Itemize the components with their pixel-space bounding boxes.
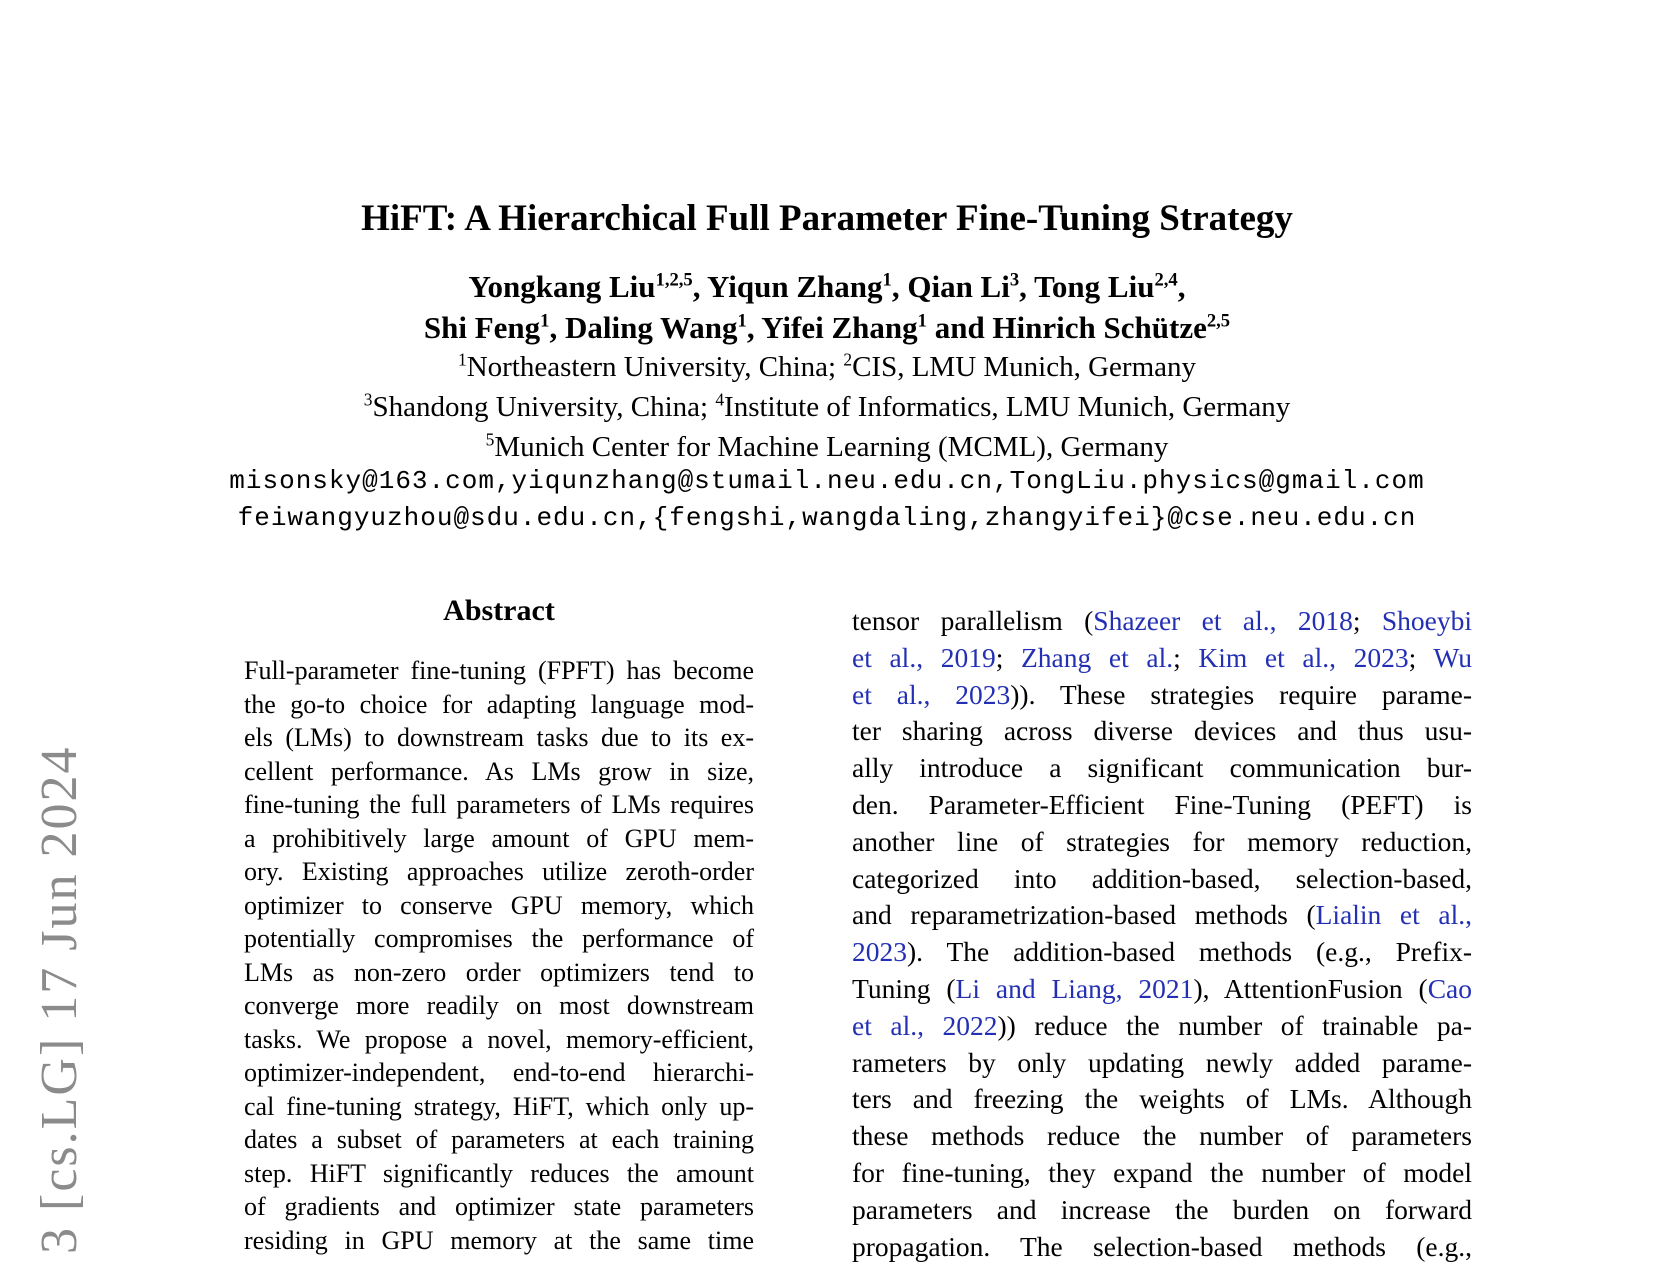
text-segment: els (LMs) to downstream tasks due to its ex- (244, 723, 754, 752)
superscript-affiliation-marker: 1,2,5 (655, 269, 693, 291)
arxiv-watermark: 3 [cs.LG] 17 Jun 2024 (31, 745, 88, 1254)
text-segment: Shi Feng (423, 310, 541, 345)
text-line (852, 861, 1472, 898)
text-segment: Full-parameter fine-tuning (FPFT) has become (244, 656, 754, 685)
introduction-column (852, 603, 1472, 1265)
text-segment: ory. Existing approaches utilize zeroth-order (244, 857, 754, 886)
text-segment: )) reduce the number of trainable pa- (997, 1009, 1472, 1041)
superscript-affiliation-marker: 2,4 (1154, 269, 1178, 291)
text-segment: residing in GPU memory at the same time (244, 1225, 754, 1255)
text-line (244, 1023, 754, 1057)
text-line (0, 266, 1654, 307)
text-segment: for fine-tuning, they expand the number of model (852, 1156, 1472, 1188)
text-line (244, 822, 754, 856)
text-line (852, 640, 1472, 677)
text-line (852, 1155, 1472, 1192)
text-segment: the go-to choice for adapting language mod- (244, 689, 754, 719)
citation-link[interactable]: Kim et al., 2023 (1198, 641, 1409, 673)
text-segment: cal fine-tuning strategy, HiFT, which only up- (244, 1091, 754, 1121)
text-line (244, 922, 754, 956)
text-line (852, 677, 1472, 714)
text-segment: cellent performance. As LMs grow in size, (244, 756, 754, 786)
text-line (852, 1229, 1472, 1265)
text-segment: of gradients and optimizer state parameters (244, 1192, 754, 1221)
text-segment: ; (1173, 641, 1199, 673)
text-segment: , Yifei Zhang (746, 310, 918, 345)
citation-link[interactable]: Shoeybi (1381, 605, 1473, 636)
citation-link[interactable]: 2023 (852, 936, 907, 968)
text-segment: Shandong University, China; (372, 391, 716, 423)
citation-link[interactable]: Lialin et al., (1315, 899, 1472, 931)
text-segment: )). These strategies require parame- (1010, 678, 1472, 710)
text-segment: step. HiFT significantly reduces the amount (244, 1158, 754, 1188)
text-segment: , (1177, 269, 1186, 304)
text-line (244, 989, 754, 1023)
text-segment: another line of strategies for memory reduction, (852, 825, 1472, 857)
text-line (244, 1190, 754, 1224)
text-segment: ; (1352, 605, 1382, 636)
text-segment: parameters and increase the burden on forward (852, 1193, 1472, 1225)
text-line (244, 855, 754, 889)
text-segment: dates a subset of parameters at each training (244, 1125, 754, 1154)
text-line (852, 750, 1472, 787)
text-segment: tensor parallelism ( (852, 605, 1094, 636)
superscript-affiliation-marker: 3 (363, 389, 373, 410)
text-line (0, 307, 1654, 348)
citation-link[interactable]: et al., 2022 (852, 1009, 998, 1041)
text-line (244, 889, 754, 923)
text-segment: fine-tuning the full parameters of LMs requires (244, 790, 754, 819)
superscript-affiliation-marker: 2,5 (1206, 310, 1231, 332)
text-segment: potentially compromises the performance of (244, 924, 754, 953)
text-line (244, 688, 754, 722)
text-segment: ). The addition-based methods (e.g., Prefix- (907, 936, 1472, 968)
text-segment: feiwangyuzhou@sdu.edu.cn,{fengshi,wangdaling,zhangyifei}@cse.neu.edu.cn (237, 503, 1417, 533)
text-segment: a prohibitively large amount of GPU mem- (244, 823, 754, 853)
text-line (852, 1081, 1472, 1118)
citation-link[interactable]: Shazeer et al., 2018 (1093, 605, 1353, 636)
text-segment: den. Parameter-Efficient Fine-Tuning (PEFT) is (852, 788, 1472, 820)
superscript-affiliation-marker: 1 (917, 310, 927, 332)
text-segment: , Daling Wang (549, 310, 738, 345)
citation-link[interactable]: et al., 2023 (852, 678, 1011, 710)
text-segment: optimizer-independent, end-to-end hierarchi- (244, 1058, 754, 1087)
citation-link[interactable]: Cao (1427, 972, 1472, 1004)
text-segment: misonsky@163.com,yiqunzhang@stumail.neu.edu.cn,TongLiu.physics@gmail.com (229, 466, 1425, 496)
text-line (0, 387, 1654, 427)
text-line (852, 1008, 1472, 1045)
text-segment: , Qian Li (891, 269, 1010, 304)
text-segment: ters and freezing the weights of LMs. Although (852, 1083, 1472, 1115)
text-line (244, 1123, 754, 1157)
text-line (852, 787, 1472, 824)
abstract-heading: Abstract (443, 594, 555, 627)
text-line (852, 1192, 1472, 1229)
text-line (244, 1157, 754, 1191)
superscript-affiliation-marker: 1 (540, 310, 550, 332)
text-segment: propagation. The selection-based methods (e.g., (852, 1230, 1472, 1262)
text-line (244, 788, 754, 822)
citation-link[interactable]: Li and Liang, 2021 (955, 972, 1194, 1004)
text-segment: ally introduce a significant communication bur- (852, 752, 1472, 784)
text-segment: ; (1408, 641, 1434, 673)
text-segment: Tuning ( (852, 972, 956, 1004)
text-segment: LMs as non-zero order optimizers tend to (244, 957, 754, 987)
text-segment: , Tong Liu (1019, 269, 1155, 304)
text-line (852, 1118, 1472, 1155)
text-line (0, 500, 1654, 537)
text-segment: converge more readily on most downstream (244, 991, 754, 1020)
text-line (244, 956, 754, 990)
text-segment: tasks. We propose a novel, memory-efficient, (244, 1024, 754, 1054)
text-segment: these methods reduce the number of parameters (852, 1120, 1472, 1152)
superscript-affiliation-marker: 1 (882, 269, 892, 291)
text-line (0, 463, 1654, 500)
text-segment: Munich Center for Machine Learning (MCML), Germany (494, 431, 1169, 463)
text-line (852, 1045, 1472, 1082)
text-line (244, 1056, 754, 1090)
text-segment: optimizer to conserve GPU memory, which (244, 890, 754, 920)
text-line (852, 713, 1472, 750)
text-line (852, 897, 1472, 934)
text-line (852, 934, 1472, 971)
text-segment: Northeastern University, China; (466, 351, 844, 383)
text-line (852, 824, 1472, 861)
text-segment: ; (995, 641, 1021, 673)
text-line (244, 1090, 754, 1124)
superscript-affiliation-marker: 4 (715, 389, 725, 410)
superscript-affiliation-marker: 1 (458, 349, 467, 370)
abstract-column (244, 654, 754, 1257)
text-line (244, 654, 754, 688)
text-segment: ), AttentionFusion ( (1193, 972, 1428, 1004)
affiliation-list (0, 347, 1654, 467)
text-segment: Yongkang Liu (468, 269, 656, 304)
text-segment: , Yiqun Zhang (692, 269, 883, 304)
paper-title: HiFT: A Hierarchical Full Parameter Fine-Tuning Strategy (361, 198, 1293, 239)
text-line (0, 347, 1654, 387)
text-segment: Institute of Informatics, LMU Munich, Germany (724, 391, 1291, 423)
superscript-affiliation-marker: 2 (843, 349, 853, 370)
text-segment: and reparametrization-based methods ( (852, 899, 1316, 931)
author-list (0, 266, 1654, 348)
text-line (244, 755, 754, 789)
text-line (0, 427, 1654, 467)
superscript-affiliation-marker: 1 (737, 310, 747, 332)
text-line (852, 603, 1472, 640)
text-segment: categorized into addition-based, selection-based, (852, 862, 1472, 894)
text-segment: ter sharing across diverse devices and thus usu- (852, 715, 1472, 747)
text-segment: and Hinrich Schütze (926, 310, 1207, 345)
superscript-affiliation-marker: 3 (1009, 269, 1020, 291)
text-line (244, 1224, 754, 1258)
superscript-affiliation-marker: 5 (485, 429, 495, 450)
text-line (852, 971, 1472, 1008)
citation-link[interactable]: Zhang et al. (1021, 641, 1174, 673)
citation-link[interactable]: Wu (1433, 641, 1472, 673)
citation-link[interactable]: et al., 2019 (852, 641, 996, 673)
text-segment: CIS, LMU Munich, Germany (852, 351, 1196, 383)
text-line (244, 721, 754, 755)
email-list (0, 463, 1654, 537)
text-segment: rameters by only updating newly added parame- (852, 1046, 1472, 1078)
